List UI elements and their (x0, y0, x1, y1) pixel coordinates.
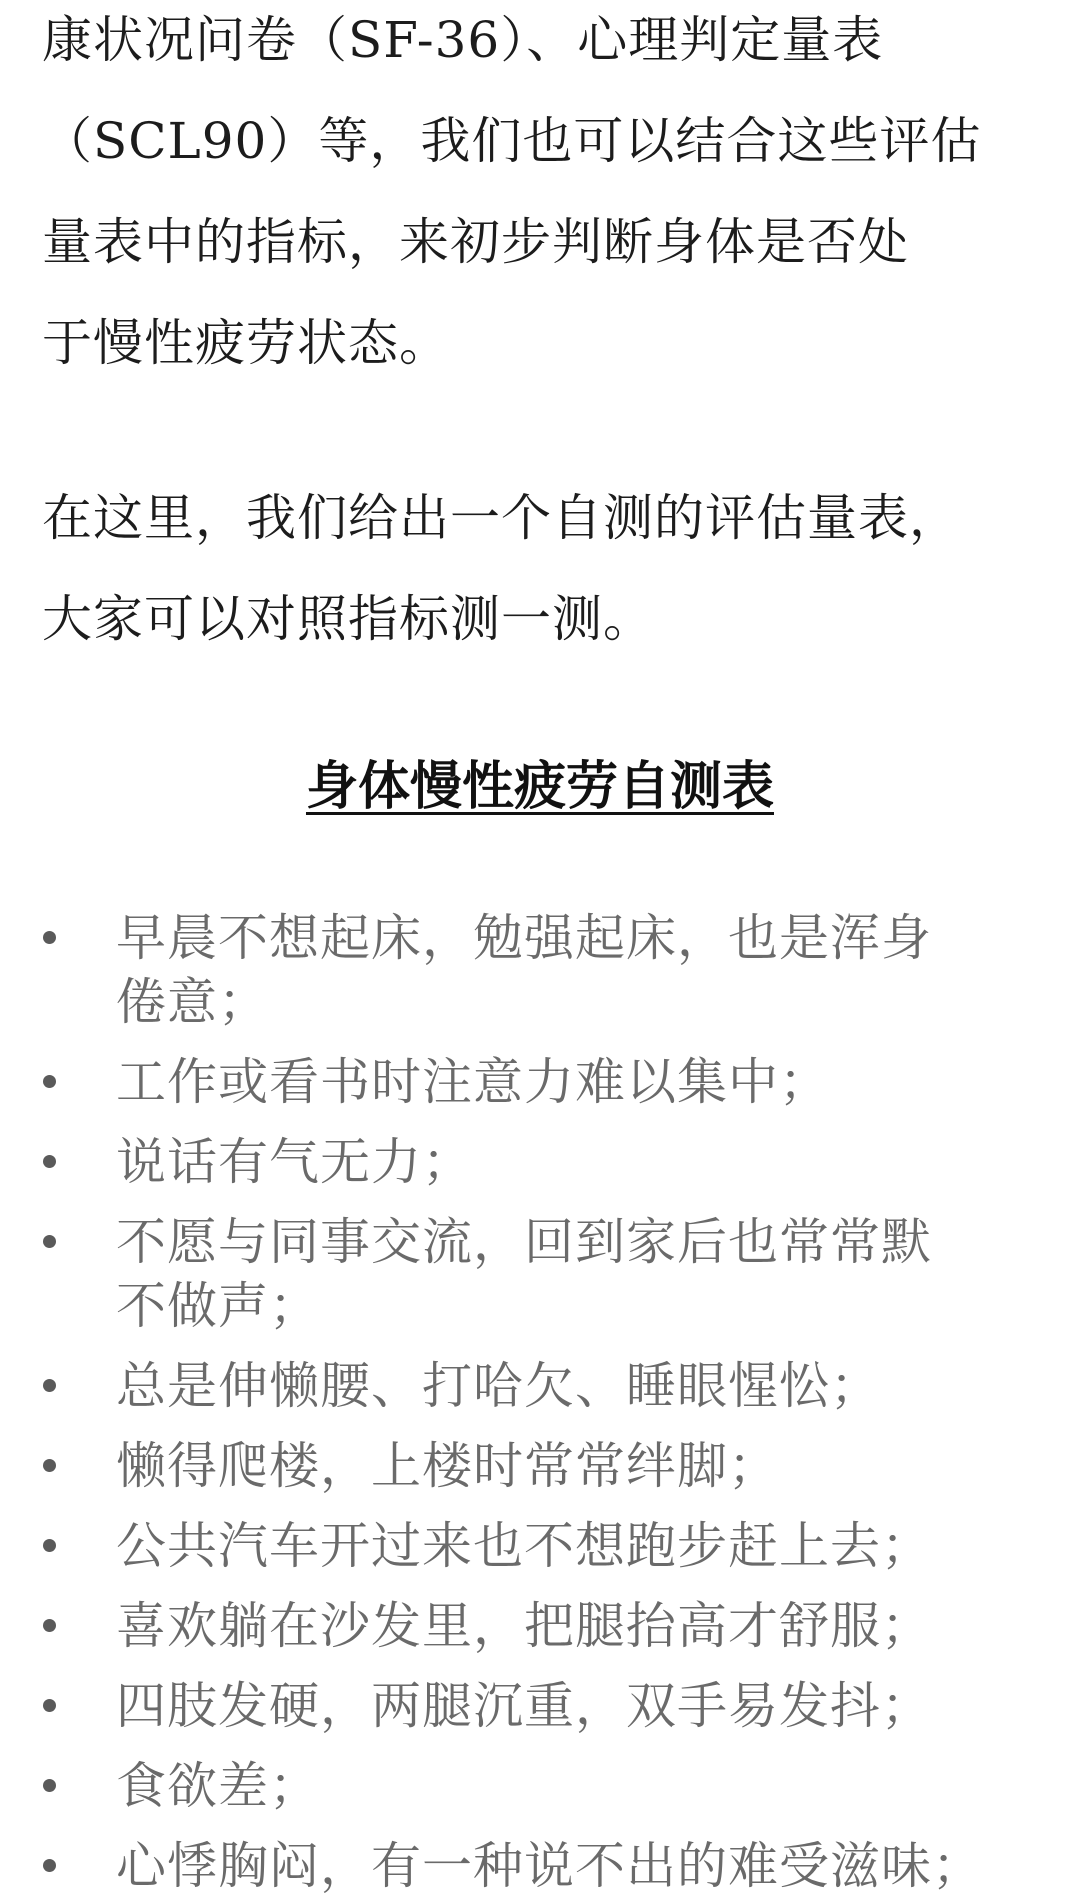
bullet-icon (43, 1699, 56, 1712)
checklist-item-line: 总是伸懒腰、打哈欠、睡眼惺忪； (116, 1357, 881, 1415)
bullet-icon (43, 1235, 56, 1248)
checklist-item-line: 食欲差； (116, 1757, 320, 1815)
paragraph-line: （SCL90）等，我们也可以结合这些评估 (42, 112, 982, 170)
checklist-item-text (116, 1754, 1046, 1818)
checklist-item-line: 懒得爬楼，上楼时常常绊脚； (116, 1437, 779, 1495)
checklist-item-text (116, 1354, 1046, 1418)
checklist-item-text (116, 1674, 1046, 1738)
paragraph-line: 在这里，我们给出一个自测的评估量表， (42, 489, 960, 547)
paragraph-line: 康状况问卷（SF-36）、心理判定量表 (42, 11, 884, 69)
checklist-item-text (116, 906, 1046, 1034)
bullet-icon (43, 1539, 56, 1552)
bullet-icon (43, 931, 56, 944)
checklist-item-line: 喜欢躺在沙发里，把腿抬高才舒服； (116, 1597, 932, 1655)
bullet-icon (43, 1859, 56, 1872)
checklist-item-text (116, 1434, 1046, 1498)
checklist-item-line: 公共汽车开过来也不想跑步赶上去； (116, 1517, 932, 1575)
intro-paragraph (42, 0, 1042, 394)
checklist-item-text (116, 1210, 1046, 1338)
bullet-icon (43, 1155, 56, 1168)
self-test-paragraph (42, 468, 1042, 670)
checklist-item-text (116, 1514, 1046, 1578)
paragraph-line: 量表中的指标，来初步判断身体是否处 (42, 213, 909, 271)
checklist-item-line: 工作或看书时注意力难以集中； (116, 1053, 830, 1111)
self-test-table-title: 身体慢性疲劳自测表 (305, 756, 774, 817)
checklist-item-line: 不做声； (116, 1277, 320, 1335)
bullet-icon (43, 1619, 56, 1632)
bullet-icon (43, 1075, 56, 1088)
checklist-item-line: 早晨不想起床，勉强起床，也是浑身 (116, 909, 932, 967)
checklist-item-text (116, 1834, 1046, 1898)
checklist-item-line: 倦意； (116, 973, 269, 1031)
paragraph-line: 于慢性疲劳状态。 (42, 314, 450, 372)
checklist-item-line: 不愿与同事交流，回到家后也常常默 (116, 1213, 932, 1271)
checklist-item-line: 说话有气无力； (116, 1133, 473, 1191)
checklist-item-text (116, 1050, 1046, 1114)
bullet-icon (43, 1459, 56, 1472)
checklist-item-line: 心悸胸闷，有一种说不出的难受滋味； (116, 1837, 983, 1895)
checklist-item-text (116, 1594, 1046, 1658)
bullet-icon (43, 1379, 56, 1392)
checklist-item-line: 四肢发硬，两腿沉重，双手易发抖； (116, 1677, 932, 1735)
checklist-item-text (116, 1130, 1046, 1194)
paragraph-line: 大家可以对照指标测一测。 (42, 590, 654, 648)
bullet-icon (43, 1779, 56, 1792)
